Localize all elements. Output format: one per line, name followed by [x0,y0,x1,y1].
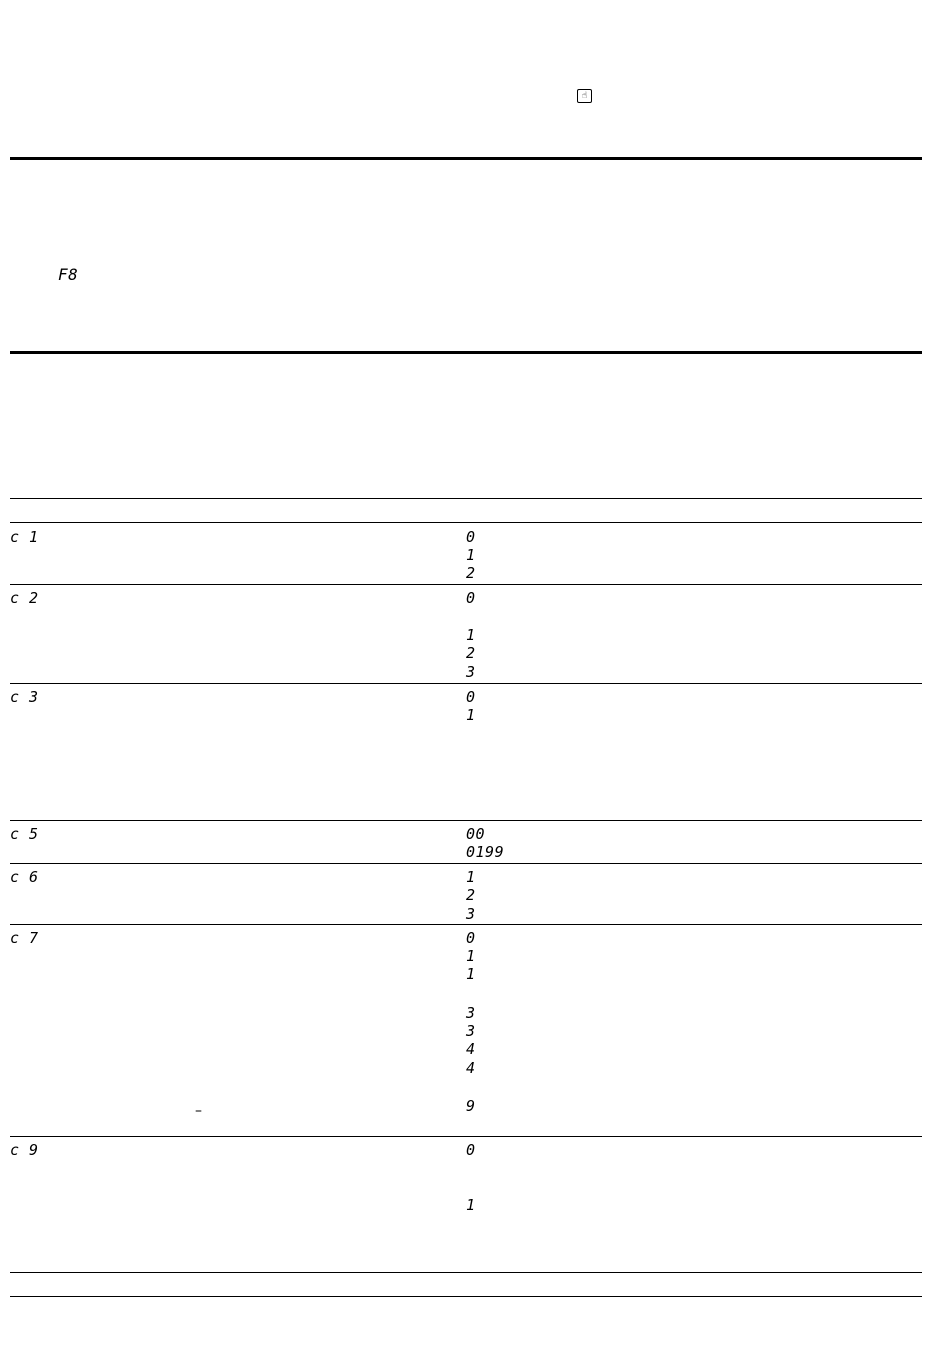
setting-value: 1 [466,1196,476,1214]
setting-code: c 9 [10,1141,39,1159]
setting-code: c 6 [10,868,39,886]
setting-value: 0 [466,1141,476,1159]
setting-value: 3 [466,1022,476,1040]
note-dash: – [195,1103,202,1119]
setting-value: 2 [466,644,476,662]
row-divider [10,863,922,864]
setting-value: 1 [466,868,476,886]
setting-value: 2 [466,886,476,904]
table-bottom-rule [10,1296,922,1297]
setting-value: 1 [466,706,476,724]
setting-code: c 2 [10,589,39,607]
setting-value: 0 [466,589,476,607]
setting-value: 3 [466,1004,476,1022]
setting-value: 4 [466,1059,476,1077]
setting-value: 1 [466,965,476,983]
section-divider-top [10,157,922,160]
setting-value: 1 [466,626,476,644]
setting-code: c 7 [10,929,39,947]
setting-value: 1 [466,546,476,564]
error-code: F8 [58,265,79,284]
row-divider [10,584,922,585]
setting-value: 4 [466,1040,476,1058]
setting-value: 2 [466,564,476,582]
setting-code: c 5 [10,825,39,843]
setting-value: 3 [466,905,476,923]
section-divider-bottom [10,351,922,354]
setting-value: 3 [466,663,476,681]
setting-value: 9 [466,1097,476,1115]
setting-code: c 3 [10,688,39,706]
setting-value: 1 [466,947,476,965]
touch-hand-icon: ☝ [577,89,592,103]
table-header-rule [10,522,922,523]
table-top-rule [10,498,922,499]
row-divider [10,820,922,821]
setting-value: 00 [466,825,486,843]
row-divider [10,924,922,925]
setting-code: c 1 [10,528,39,546]
setting-value: 0199 [466,843,505,861]
row-divider [10,1136,922,1137]
row-divider [10,1272,922,1273]
setting-value: 0 [466,688,476,706]
row-divider [10,683,922,684]
setting-value: 0 [466,528,476,546]
setting-value: 0 [466,929,476,947]
